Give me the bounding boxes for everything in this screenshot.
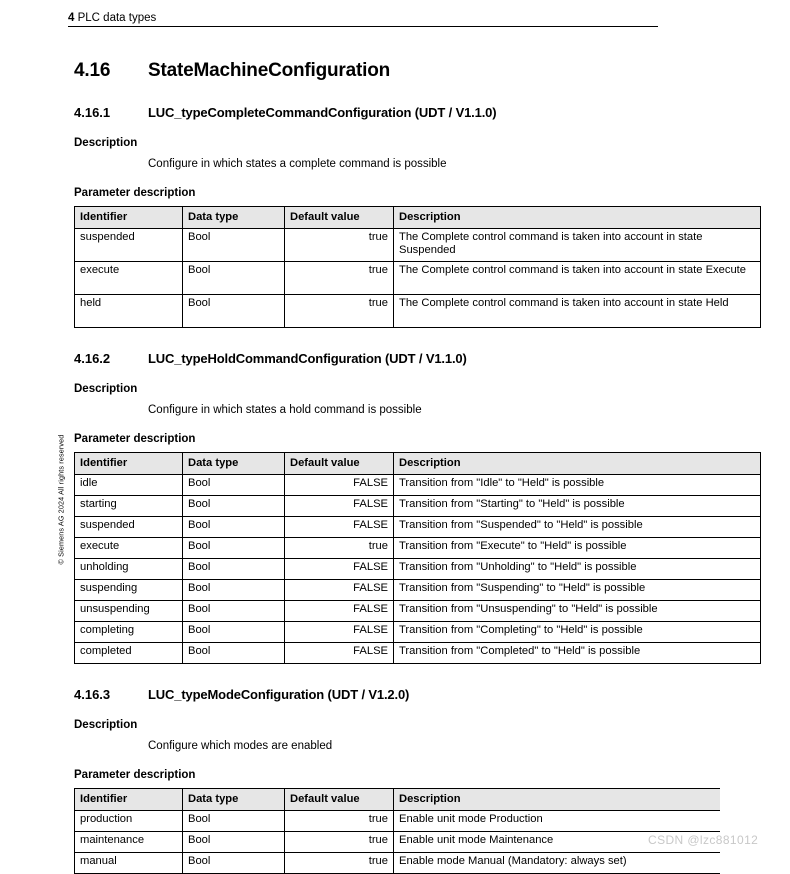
subsection-number: 4.16.3 bbox=[74, 687, 111, 702]
subsection-heading bbox=[74, 664, 720, 702]
subsection-title: LUC_typeModeConfiguration (UDT / V1.2.0) bbox=[148, 687, 410, 702]
header-chapter-number: 4 bbox=[68, 12, 75, 24]
description-text: Configure in which states a hold command is possible bbox=[148, 404, 422, 416]
cell-identifier: production bbox=[75, 811, 183, 832]
column-header-default-value: Default value bbox=[285, 453, 394, 475]
cell-description: Enable unit mode Maintenance bbox=[394, 832, 721, 853]
cell-default-value: true bbox=[285, 811, 394, 832]
cell-default-value: true bbox=[285, 832, 394, 853]
cell-identifier: idle bbox=[75, 475, 183, 496]
parameter-description-label: Parameter description bbox=[74, 769, 196, 781]
cell-identifier: completed bbox=[75, 643, 183, 664]
table-row bbox=[75, 811, 721, 832]
cell-data-type: Bool bbox=[183, 832, 285, 853]
cell-data-type: Bool bbox=[183, 538, 285, 559]
cell-default-value: true bbox=[285, 538, 394, 559]
description-label: Description bbox=[74, 137, 138, 149]
cell-default-value: FALSE bbox=[285, 643, 394, 664]
cell-identifier: unsuspending bbox=[75, 601, 183, 622]
cell-data-type: Bool bbox=[183, 475, 285, 496]
column-header-default-value: Default value bbox=[285, 207, 394, 229]
cell-identifier: suspended bbox=[75, 229, 183, 262]
cell-data-type: Bool bbox=[183, 643, 285, 664]
cell-default-value: FALSE bbox=[285, 496, 394, 517]
cell-data-type: Bool bbox=[183, 811, 285, 832]
description-text: Configure which modes are enabled bbox=[148, 740, 333, 752]
table-row bbox=[75, 475, 761, 496]
column-header-description: Description bbox=[394, 789, 721, 811]
table-row bbox=[75, 295, 761, 328]
cell-default-value: true bbox=[285, 295, 394, 328]
cell-data-type: Bool bbox=[183, 496, 285, 517]
description-label: Description bbox=[74, 719, 138, 731]
cell-description: The Complete control command is taken into account in state Suspended bbox=[394, 229, 761, 262]
cell-description: The Complete control command is taken into account in state Held bbox=[394, 295, 761, 328]
section-number: 4.16 bbox=[74, 60, 111, 81]
column-header-data-type: Data type bbox=[183, 453, 285, 475]
cell-default-value: FALSE bbox=[285, 559, 394, 580]
cell-identifier: manual bbox=[75, 853, 183, 874]
column-header-identifier: Identifier bbox=[75, 453, 183, 475]
table-row bbox=[75, 853, 721, 874]
section-title: StateMachineConfiguration bbox=[148, 60, 391, 81]
cell-data-type: Bool bbox=[183, 853, 285, 874]
clipped-table-wrapper bbox=[74, 788, 720, 874]
column-header-description: Description bbox=[394, 207, 761, 229]
cell-identifier: starting bbox=[75, 496, 183, 517]
cell-data-type: Bool bbox=[183, 601, 285, 622]
cell-description: Transition from "Suspending" to "Held" is possible bbox=[394, 580, 761, 601]
page-running-header bbox=[68, 11, 658, 27]
cell-description: Transition from "Completing" to "Held" is possible bbox=[394, 622, 761, 643]
cell-default-value: FALSE bbox=[285, 601, 394, 622]
column-header-identifier: Identifier bbox=[75, 789, 183, 811]
cell-identifier: completing bbox=[75, 622, 183, 643]
table-row bbox=[75, 832, 721, 853]
table-row bbox=[75, 601, 761, 622]
cell-default-value: true bbox=[285, 853, 394, 874]
column-header-default-value: Default value bbox=[285, 789, 394, 811]
cell-default-value: FALSE bbox=[285, 580, 394, 601]
cell-default-value: FALSE bbox=[285, 517, 394, 538]
subsection-title: LUC_typeCompleteCommandConfiguration (UDT / V1.1.0) bbox=[148, 105, 497, 120]
cell-default-value: FALSE bbox=[285, 475, 394, 496]
table-row bbox=[75, 496, 761, 517]
cell-identifier: held bbox=[75, 295, 183, 328]
cell-default-value: true bbox=[285, 229, 394, 262]
cell-identifier: maintenance bbox=[75, 832, 183, 853]
cell-data-type: Bool bbox=[183, 295, 285, 328]
cell-data-type: Bool bbox=[183, 262, 285, 295]
header-chapter-title: PLC data types bbox=[74, 12, 157, 24]
table-row bbox=[75, 622, 761, 643]
subsection-4-16-3 bbox=[74, 664, 720, 874]
table-header-row bbox=[75, 207, 761, 229]
cell-identifier: execute bbox=[75, 262, 183, 295]
cell-identifier: unholding bbox=[75, 559, 183, 580]
cell-default-value: FALSE bbox=[285, 622, 394, 643]
cell-description: Enable unit mode Production bbox=[394, 811, 721, 832]
description-label: Description bbox=[74, 383, 138, 395]
copyright-notice: © Siemens AG 2024 All rights reserved bbox=[56, 434, 66, 565]
cell-identifier: suspending bbox=[75, 580, 183, 601]
subsection-number: 4.16.1 bbox=[74, 105, 111, 120]
cell-data-type: Bool bbox=[183, 517, 285, 538]
cell-description: Transition from "Starting" to "Held" is possible bbox=[394, 496, 761, 517]
column-header-data-type: Data type bbox=[183, 207, 285, 229]
csdn-watermark: CSDN @lzc881012 bbox=[648, 833, 759, 847]
cell-description: Transition from "Suspended" to "Held" is possible bbox=[394, 517, 761, 538]
document-content bbox=[74, 52, 746, 874]
table-header-row bbox=[75, 789, 721, 811]
cell-description: Transition from "Completed" to "Held" is possible bbox=[394, 643, 761, 664]
cell-data-type: Bool bbox=[183, 580, 285, 601]
column-header-description: Description bbox=[394, 453, 761, 475]
table-header-row bbox=[75, 453, 761, 475]
section-heading bbox=[74, 52, 720, 82]
subsection-heading bbox=[74, 328, 720, 366]
description-text: Configure in which states a complete command is possible bbox=[148, 158, 447, 170]
header-rule bbox=[68, 26, 658, 27]
cell-identifier: execute bbox=[75, 538, 183, 559]
column-header-identifier: Identifier bbox=[75, 207, 183, 229]
parameter-description-label: Parameter description bbox=[74, 433, 196, 445]
cell-data-type: Bool bbox=[183, 229, 285, 262]
subsection-4-16-2 bbox=[74, 328, 720, 664]
table-row bbox=[75, 229, 761, 262]
subsection-4-16-1 bbox=[74, 82, 746, 328]
table-row bbox=[75, 538, 761, 559]
table-row bbox=[75, 580, 761, 601]
subsection-heading bbox=[74, 82, 720, 120]
subsection-title: LUC_typeHoldCommandConfiguration (UDT / V1.1.0) bbox=[148, 351, 467, 366]
cell-data-type: Bool bbox=[183, 622, 285, 643]
cell-description: Transition from "Unholding" to "Held" is possible bbox=[394, 559, 761, 580]
cell-identifier: suspended bbox=[75, 517, 183, 538]
subsection-number: 4.16.2 bbox=[74, 351, 111, 366]
parameter-description-label: Parameter description bbox=[74, 187, 196, 199]
parameter-table bbox=[74, 206, 761, 328]
cell-default-value: true bbox=[285, 262, 394, 295]
cell-description: Enable mode Manual (Mandatory: always set) bbox=[394, 853, 721, 874]
table-row bbox=[75, 643, 761, 664]
header-title bbox=[68, 11, 658, 25]
cell-description: Transition from "Execute" to "Held" is possible bbox=[394, 538, 761, 559]
column-header-data-type: Data type bbox=[183, 789, 285, 811]
cell-description: Transition from "Idle" to "Held" is possible bbox=[394, 475, 761, 496]
cell-data-type: Bool bbox=[183, 559, 285, 580]
table-row bbox=[75, 559, 761, 580]
cell-description: Transition from "Unsuspending" to "Held" is possible bbox=[394, 601, 761, 622]
parameter-table bbox=[74, 788, 720, 874]
parameter-table bbox=[74, 452, 761, 664]
table-row bbox=[75, 262, 761, 295]
cell-description: The Complete control command is taken into account in state Execute bbox=[394, 262, 761, 295]
table-row bbox=[75, 517, 761, 538]
